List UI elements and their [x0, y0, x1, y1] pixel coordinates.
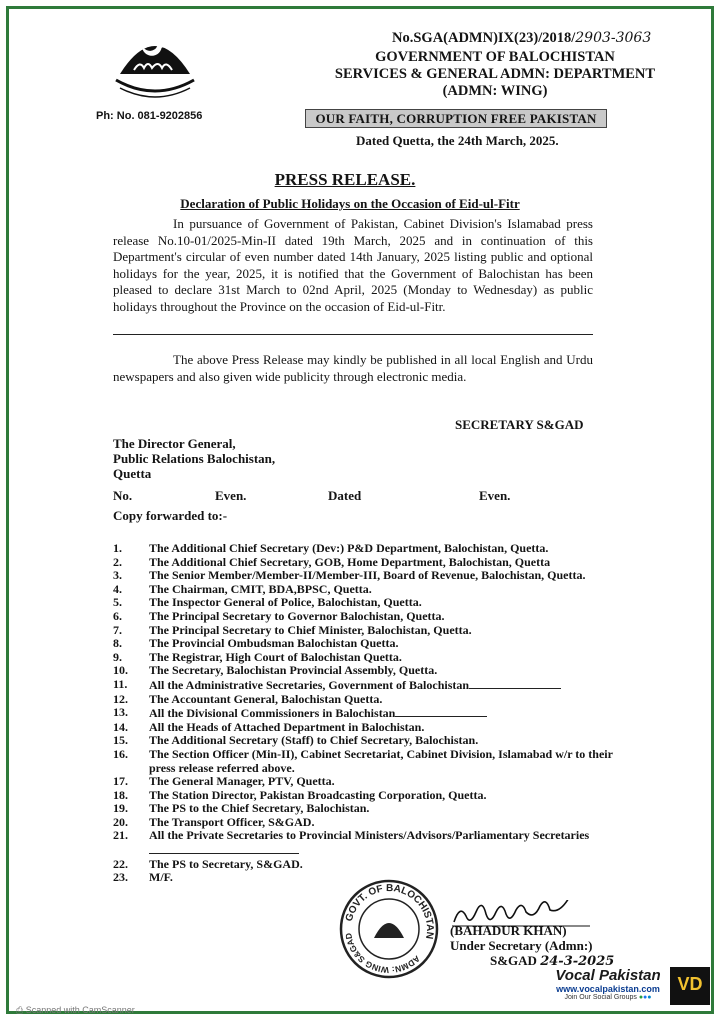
copy-list-number: 13.	[113, 705, 128, 720]
copy-list-number: 21.	[113, 828, 128, 843]
copy-list-recipient: The Secretary, Balochistan Provincial Assembly, Quetta.	[149, 663, 438, 678]
copy-list-text	[149, 775, 633, 789]
copy-list-recipient: M/F.	[149, 870, 173, 885]
phone-number: Ph: No. 081-9202856	[96, 110, 203, 122]
copy-list-number: 8.	[113, 636, 122, 651]
copy-list-recipient: The Section Officer (Min-II), Cabinet Secretariat, Cabinet Division, Islamabad w/r to their press release referred above.	[149, 746, 613, 775]
copy-list-recipient: The Additional Chief Secretary, GOB, Home Department, Balochistan, Quetta	[149, 554, 551, 569]
copy-list-recipient: The Principal Secretary to Chief Minister, Balochistan, Quetta.	[149, 622, 472, 637]
signature-date: 24-3-2025	[540, 954, 615, 969]
addressee-block	[113, 436, 275, 481]
reference-number	[392, 30, 692, 47]
watermark-social-text: Join Our Social Groups	[564, 994, 637, 1001]
copy-list-recipient: The Accountant General, Balochistan Quetta.	[149, 691, 383, 706]
copy-list-number: 12.	[113, 691, 128, 706]
body-paragraph-1: In pursuance of Government of Pakistan, Cabinet Division's Islamabad press release No.10-01/2025-Min-II dated 19th March, 2025 and in continuation of this Department's circular of even number dated 14th January, 2025 listing public and optional holidays for the year, 2025, it is notified that the Government of Balochistan has been pleased to declare 31st March to 02nd April, 2025 (Monday to Wednesday) as public holidays throughout the Province on the occasion of Eid-ul-Fitr.	[113, 216, 593, 314]
copy-list-number: 19.	[113, 801, 128, 816]
signatory-name: (BAHADUR KHAN)	[450, 923, 567, 938]
copy-list-number: 5.	[113, 595, 122, 610]
copy-list-item	[113, 816, 633, 830]
copy-list-text	[149, 556, 633, 570]
official-seal-stamp	[338, 878, 440, 980]
copy-list-recipient: The Provincial Ombudsman Balochistan Quetta.	[149, 636, 399, 651]
motto-banner: OUR FAITH, CORRUPTION FREE PAKISTAN	[305, 109, 607, 128]
scanner-text: Scanned with CamScanner	[25, 1005, 135, 1015]
document-title: PRESS RELEASE.	[274, 170, 416, 189]
copy-list-item	[113, 775, 633, 789]
copy-list-recipient: The Additional Secretary (Staff) to Chief Secretary, Balochistan.	[149, 733, 479, 748]
copy-list-recipient: The Senior Member/Member-II/Member-III, Board of Revenue, Balochistan, Quetta.	[149, 568, 586, 583]
svg-text:ADMN: WING S&GAD: ADMN: WING S&GAD	[343, 932, 423, 976]
copy-list-item	[113, 829, 633, 857]
copy-list-number: 4.	[113, 581, 122, 596]
copy-list-recipient: The Chairman, CMIT, BDA,BPSC, Quetta.	[149, 581, 372, 596]
copy-list-text	[149, 651, 633, 665]
addressee-line: Quetta	[113, 466, 152, 481]
copy-list-recipient: The PS to the Chief Secretary, Balochistan.	[149, 801, 370, 816]
copy-list-item	[113, 569, 633, 583]
divider	[113, 334, 593, 335]
blank-line	[469, 678, 561, 689]
addressee-line: The Director General,	[113, 436, 236, 451]
copy-list-text	[149, 583, 633, 597]
copy-list-item	[113, 624, 633, 638]
copy-list-number: 2.	[113, 554, 122, 569]
copy-list-item	[113, 678, 633, 693]
copy-list-recipient: All the Heads of Attached Department in Balochistan.	[149, 719, 425, 734]
copy-list-item	[113, 664, 633, 678]
copy-list-text	[149, 789, 633, 803]
secretary-designation: SECRETARY S&GAD	[455, 417, 584, 432]
copy-list-recipient: All the Administrative Secretaries, Government of Balochistan	[149, 677, 470, 692]
copy-list-recipient: The Principal Secretary to Governor Balochistan, Quetta.	[149, 608, 445, 623]
copy-list-recipient: The Transport Officer, S&GAD.	[149, 814, 315, 829]
copy-list-text	[149, 542, 633, 556]
copy-list-item	[113, 734, 633, 748]
copy-list-item	[113, 583, 633, 597]
copy-list-item	[113, 610, 633, 624]
copy-list-recipient: The Registrar, High Court of Balochistan Quetta.	[149, 649, 402, 664]
copy-list-item	[113, 858, 633, 872]
copy-list-text	[149, 748, 633, 775]
copy-list-number: 9.	[113, 649, 122, 664]
copy-list-recipient: The General Manager, PTV, Quetta.	[149, 774, 335, 789]
copy-list-text	[149, 802, 633, 816]
copy-list	[113, 542, 633, 885]
copy-list-item	[113, 693, 633, 707]
copy-list-text	[149, 596, 633, 610]
copy-list-item	[113, 651, 633, 665]
signatory-dept: S&GAD	[490, 953, 537, 968]
document-subtitle: Declaration of Public Holidays on the Occasion of Eid-ul-Fitr	[180, 196, 520, 211]
ref-dated: Dated	[328, 488, 362, 503]
ref-even: Even.	[215, 488, 247, 503]
copy-list-recipient: All the Private Secretaries to Provincial Ministers/Advisors/Parliamentary Secretaries	[149, 828, 590, 843]
copy-forwarded-heading: Copy forwarded to:-	[113, 508, 228, 523]
telegram-icon: ●	[647, 994, 652, 1001]
svg-text:GOVT. OF BALOCHISTAN: GOVT. OF BALOCHISTAN	[343, 882, 436, 940]
copy-list-number: 16.	[113, 746, 128, 761]
copy-list-item	[113, 596, 633, 610]
watermark-site: www.vocalpakistan.com	[556, 984, 660, 994]
vd-logo: VD	[670, 967, 710, 1005]
copy-list-text	[149, 569, 633, 583]
copy-list-number: 15.	[113, 733, 128, 748]
scanner-footer	[16, 1005, 135, 1016]
copy-list-text	[149, 693, 633, 707]
copy-list-text	[149, 678, 633, 693]
copy-list-number: 22.	[113, 856, 128, 871]
copy-list-text	[149, 637, 633, 651]
copy-list-number: 18.	[113, 787, 128, 802]
copy-list-recipient: The PS to Secretary, S&GAD.	[149, 856, 303, 871]
balochistan-emblem-icon	[112, 22, 198, 110]
body-paragraph-2: The above Press Release may kindly be published in all local English and Urdu newspapers and also given wide publicity through electronic media.	[113, 352, 593, 384]
copy-list-recipient: The Inspector General of Police, Balochistan, Quetta.	[149, 595, 422, 610]
copy-list-item	[113, 706, 633, 721]
facebook-icon: ●	[643, 994, 648, 1001]
blank-line	[149, 843, 299, 854]
copy-list-text	[149, 624, 633, 638]
scanner-icon: ⎙	[16, 1005, 24, 1015]
addressee-line: Public Relations Balochistan,	[113, 451, 276, 466]
signatory-block	[450, 923, 593, 953]
government-name: GOVERNMENT OF BALOCHISTAN	[375, 49, 615, 65]
copy-list-recipient: All the Divisional Commissioners in Balochistan	[149, 706, 396, 721]
copy-list-number: 3.	[113, 568, 122, 583]
ref-handwritten: 2903-3063	[575, 30, 652, 46]
ref-even: Even.	[479, 488, 511, 503]
copy-list-number: 23.	[113, 870, 128, 885]
watermark-social	[548, 994, 668, 1001]
copy-list-text	[149, 706, 633, 721]
copy-list-number: 6.	[113, 608, 122, 623]
copy-list-recipient: The Additional Chief Secretary (Dev:) P&D Department, Balochistan, Quetta.	[149, 541, 549, 555]
copy-list-number: 10.	[113, 663, 128, 678]
wing-name: (ADMN: WING)	[442, 83, 548, 99]
copy-list-text	[149, 610, 633, 624]
copy-list-item	[113, 789, 633, 803]
copy-list-text	[149, 858, 633, 872]
copy-list-item	[113, 556, 633, 570]
signatory-designation: Under Secretary (Admn:)	[450, 938, 593, 953]
copy-list-recipient: The Station Director, Pakistan Broadcasting Corporation, Quetta.	[149, 787, 487, 802]
copy-list-item	[113, 542, 633, 556]
watermark-brand: Vocal Pakistan	[555, 967, 661, 984]
copy-list-item	[113, 637, 633, 651]
copy-list-text	[149, 829, 633, 857]
copy-list-item	[113, 721, 633, 735]
ref-no: No.	[113, 488, 133, 503]
copy-list-number: 20.	[113, 814, 128, 829]
ref-printed: No.SGA(ADMN)IX(23)/2018/	[392, 30, 576, 46]
copy-list-number: 14.	[113, 719, 128, 734]
copy-list-item	[113, 802, 633, 816]
copy-list-text	[149, 816, 633, 830]
department-name: SERVICES & GENERAL ADMN: DEPARTMENT	[334, 66, 656, 82]
copy-list-item	[113, 748, 633, 775]
blank-line	[395, 706, 487, 717]
copy-list-text	[149, 721, 633, 735]
copy-list-number: 11.	[113, 676, 128, 691]
copy-list-number: 17.	[113, 774, 128, 789]
copy-list-text	[149, 734, 633, 748]
copy-list-text	[149, 664, 633, 678]
copy-list-number: 7.	[113, 622, 122, 637]
issue-date: Dated Quetta, the 24th March, 2025.	[356, 133, 559, 148]
social-icons: ●	[638, 994, 644, 1001]
copy-list-number: 1.	[113, 541, 122, 555]
watermark	[548, 967, 668, 1001]
